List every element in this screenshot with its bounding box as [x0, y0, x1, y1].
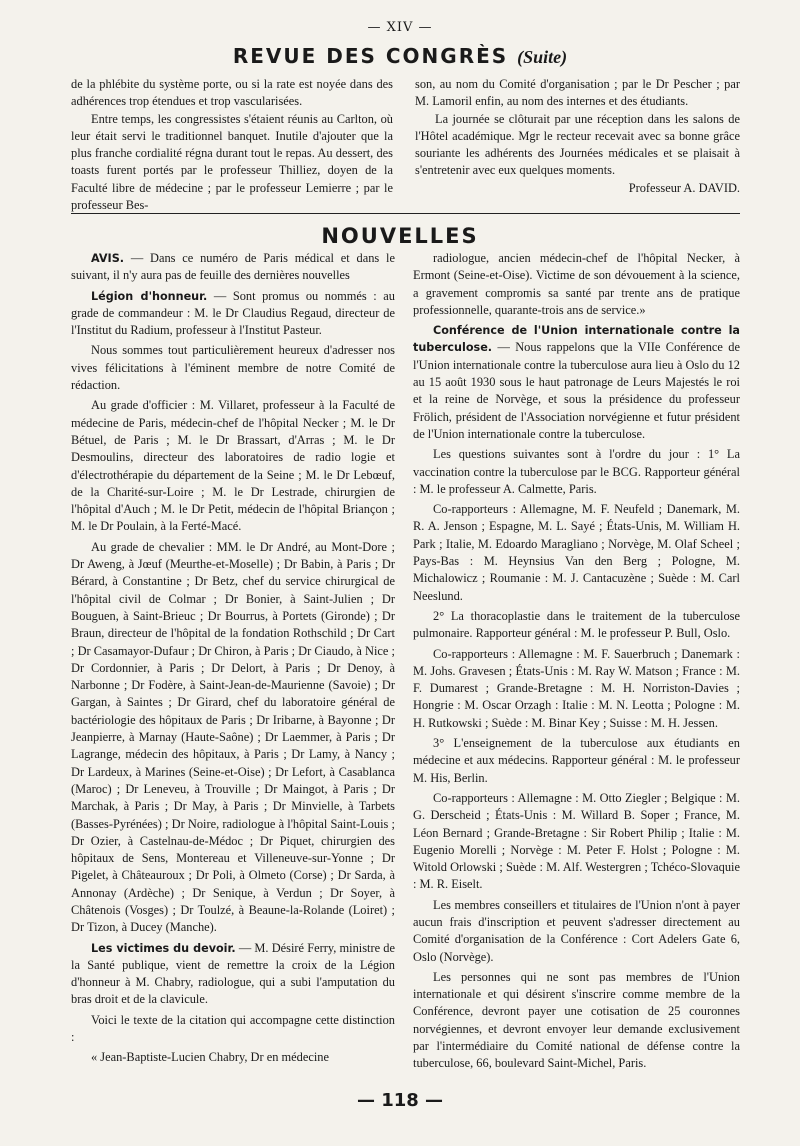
nouvelles-title: NOUVELLES — [321, 224, 479, 248]
news-paragraph — [413, 790, 740, 894]
news-text: Au grade d'officier : M. Villaret, professeur à la Faculté de médecine de Paris, médecin-chef de l'hôpital Necker ; M. le Dr Bétuel, de Paris ; M. le Dr Brassart, d'Arras ; M. le Dr Desmoulins, directeur des laboratoires de radio logie et d'électrothérapie du département de la Seine ; M. le Dr Lebœuf, de la Charité-sur-Loire ; M. le Dr Lestrade, chirurgien de l'hôpital d'Auch ; M. le Dr Petit, médecin de l'hôpital Briançon ; M. le Dr Poulain, à la Ferté-Macé. — [71, 398, 395, 534]
news-paragraph — [71, 940, 395, 1009]
news-text: Voici le texte de la citation qui accompagne cette distinction : — [71, 1012, 395, 1045]
news-text: Co-rapporteurs : Allemagne, M. F. Neufeld ; Danemark, M. R. A. Jenson ; Espagne, M. L. Sayé ; États-Unis, M. William H. Park ; Italie, M. Edoardo Maragliano ; Norvège, M. Olaf Scheel ; Pays-Bas : M. Heynsius Van den Berg ; Pologne, M. Michalowicz ; Roumanie : M. J. Cantacuzène ; Suède : M. Carl Neeslund. — [413, 502, 740, 603]
news-text: Au grade de chevalier : MM. le Dr André, au Mont-Dore ; Dr Aweng, à Jœuf (Meurthe-et-Moselle) ; Dr Babin, à Paris ; Dr Bérard, à Constantine ; Dr Betz, chef du service chirurgical de l'hôpital civil de Colmar ; Dr Bonier, à Saint-Julien ; Dr Bouguen, à Saint-Brieuc ; Dr Bourrus, à Portets (Gironde) ; Dr Braun, directeur de l'hôpital de la fondation Rothschild ; Dr Cart ; Dr Casamayor-Dufaur ; Dr Chiron, à Paris ; Dr Ciaudo, à Nice ; Dr Cordonnier, à Paris ; Dr Delort, à Paris ; Dr Denoy, à Narbonne ; Dr Fodère, à Saint-Jean-de-Maurienne (Savoie) ; Dr Gargan, à Saintes ; Dr Girard, chef du laboratoire général de bactériologie des hôpitaux de Paris ; Dr Iribarne, à Bayonne ; Dr Jeanpierre, à Marnay (Haute-Saône) ; Dr Laemmer, à Paris ; Dr Lagrange, médecin des hôpitaux, à Paris ; Dr Lamy, à Nancy ; Dr Lardeux, à Marines (Seine-et-Oise) ; Dr Lefort, à Casablanca (Maroc) ; Dr Leneveu, à Trouville ; Dr Maingot, à Paris ; Dr Marchak, à Paris ; Dr May, à Paris ; Dr Minvielle, à Tarbets (Basses-Pyrénées) ; Dr Noire, radiologue à l'hôpital Saint-Louis ; Dr Ozier, à Castelnau-de-Médoc ; Dr Piquet, chirurgien des hôpitaux de Sens, Montereau et Villeneuve-sur-Yonne ; Dr Pigelet, à Châteauroux ; Dr Poli, à Olmeto (Corse) ; Dr Sarda, à Annonay (Ardèche) ; Dr Senique, à Verdun ; Dr Soyer, à Châtenois (Vosges) ; Dr Toulzé, à Beaune-la-Rolande (Loiret) ; Dr Tizon, à Ducey (Manche). — [71, 539, 395, 935]
congres-right-column — [415, 76, 740, 197]
congres-left-column — [71, 76, 393, 214]
news-text: Les personnes qui ne sont pas membres de l'Union internationale et qui désirent s'inscrire comme membre de la Conférence, devront payer une cotisation de 25 couronnes norvégiennes, et devront envoyer leur demande exclusivement par l'intermédiaire du Comité national de défense contre la tuberculose, 66, boulevard Saint-Michel, Paris. — [413, 969, 740, 1071]
news-paragraph — [413, 969, 740, 1073]
revue-suite: (Suite) — [517, 47, 568, 67]
news-lead: Les victimes du devoir. — [91, 941, 236, 955]
congres-paragraph: de la phlébite du système porte, ou si la rate est noyée dans des adhérences trop étendues et trop vascularisées. — [71, 77, 393, 109]
news-text: 2° La thoracoplastie dans le traitement de la tuberculose pulmonaire. Rapporteur général : M. le professeur P. Bull, Oslo. — [413, 608, 740, 641]
page-number: — 118 — — [356, 1090, 444, 1111]
congres-paragraph: son, au nom du Comité d'organisation ; par le Dr Pescher ; par M. Lamoril enfin, au nom des internes et des étudiants. — [415, 77, 740, 109]
author-signature: Professeur A. DAVID. — [628, 180, 740, 195]
news-paragraph — [413, 897, 740, 966]
news-paragraph — [71, 250, 395, 285]
nouvelles-right-column — [413, 250, 740, 1076]
news-paragraph — [413, 250, 740, 319]
news-text: Co-rapporteurs : Allemagne : M. F. Sauerbruch ; Danemark : M. Johs. Gravesen ; États-Unis : M. Ray W. Matson ; France : M. F. Dumarest ; Grande-Bretagne : M. H. Norriston-Davies ; Hongrie : M. Oscar Orzagh : Italie : M. N. Leotta ; Pologne : M. H. Rutkowski ; Suède : M. Binar Key ; Suisse : M. H. Jessen. — [413, 646, 740, 730]
news-lead: AVIS. — [91, 252, 125, 265]
news-lead: Conférence de l'Union internationale contre la tuberculose. — [413, 324, 740, 355]
congres-paragraph: Entre temps, les congressistes s'étaient réunis au Carlton, où leur était servi le traditionnel banquet. Inutile d'ajouter que la plus franche cordialité régna durant tout le repas. Au dessert, des toasts furent portés par le professeur Thilliez, doyen de la Faculté libre de médecine ; par le professeur Lemierre ; par le professeur Bes- — [71, 111, 393, 213]
section-heading-revue — [0, 44, 800, 68]
news-paragraph — [71, 1049, 395, 1066]
news-text: — Dans ce numéro de Paris médical et dans le suivant, il n'y aura pas de feuille des dernières nouvelles — [71, 251, 395, 283]
news-text: 3° L'enseignement de la tuberculose aux étudiants en médecine et aux médecins. Rapporteur général : M. le professeur M. His, Berlin. — [413, 736, 740, 785]
section-divider — [71, 213, 740, 214]
news-paragraph — [413, 608, 740, 643]
news-paragraph — [413, 501, 740, 605]
nouvelles-left-column — [71, 250, 395, 1070]
news-paragraph — [413, 446, 740, 498]
news-text: Les questions suivantes sont à l'ordre du jour : 1° La vaccination contre la tuberculose par le BCG. Rapporteur général : M. le professeur A. Calmette, Paris. — [413, 447, 740, 496]
news-paragraph — [413, 735, 740, 787]
news-paragraph — [413, 646, 740, 732]
news-text: radiologue, ancien médecin-chef de l'hôpital Necker, à Ermont (Seine-et-Oise). Victime de son dévouement à la science, a gravement compromis sa santé par trente ans de pratique professionnelle, quarante-trois ans de service.» — [413, 251, 740, 317]
news-text: Les membres conseillers et titulaires de l'Union n'ont à payer aucun frais d'inscription et peuvent s'adresser directement au Comité d'organisation de la Conférence : Cort Adelers Gate 6, Oslo (Norvège). — [413, 897, 740, 964]
news-text: « Jean-Baptiste-Lucien Chabry, Dr en médecine — [91, 1050, 329, 1065]
news-paragraph — [71, 397, 395, 535]
news-text: Nous sommes tout particulièrement heureux d'adresser nos vives félicitations à l'éminent membre de notre Comité de rédaction. — [71, 343, 395, 393]
congres-paragraph: La journée se clôturait par une réception dans les salons de l'Hôtel académique. Mgr le recteur recevait avec sa bonne grâce souriante les adhérents des Journées médicales et se plaisait à s'entretenir avec eux quelques moments. — [415, 111, 740, 178]
news-paragraph — [71, 1012, 395, 1047]
news-text: Co-rapporteurs : Allemagne : M. Otto Ziegler ; Belgique : M. G. Derscheid ; États-Unis : M. Willard B. Soper ; France, M. Léon Bernard ; Grande-Bretagne : Sir Robert Philip ; Italie : M. Eugenio Morelli ; Norvège : M. Peter F. Holst ; Pologne : M. Witold Orlowski ; Suède : M. Alf. Westergren ; Tchéco-Slovaquie : M. R. Eiselt. — [413, 790, 740, 892]
news-text: — Nous rappelons que la VIIe Conférence de l'Union internationale contre la tuberculose aura lieu à Oslo du 12 au 15 août 1930 sous le haut patronage de Leurs Majestés le roi et la reine de Norvège, et sous la présidence du professeur Frölich, président de l'Association norvégienne et futur président de l'Union internationale contre la tuberculose. — [413, 340, 740, 441]
news-paragraph — [71, 539, 395, 937]
news-lead: Légion d'honneur. — [91, 289, 208, 303]
news-text: — M. Désiré Ferry, ministre de la Santé publique, vient de remettre la croix de la Légion d'honneur à M. Chabry, radiologue, qui a subi l'amputation du bras droit et de la clavicule. — [71, 940, 395, 1007]
news-text: — Sont promus ou nommés : au grade de commandeur : M. le Dr Claudius Regaud, directeur de l'Institut du Radium, professeur à l'Institut Pasteur. — [71, 288, 395, 338]
roman-page-number: — XIV — — [367, 20, 433, 35]
news-paragraph — [71, 288, 395, 340]
revue-title: REVUE DES CONGRÈS — [232, 44, 509, 68]
news-paragraph — [413, 322, 740, 443]
news-paragraph — [71, 342, 395, 394]
